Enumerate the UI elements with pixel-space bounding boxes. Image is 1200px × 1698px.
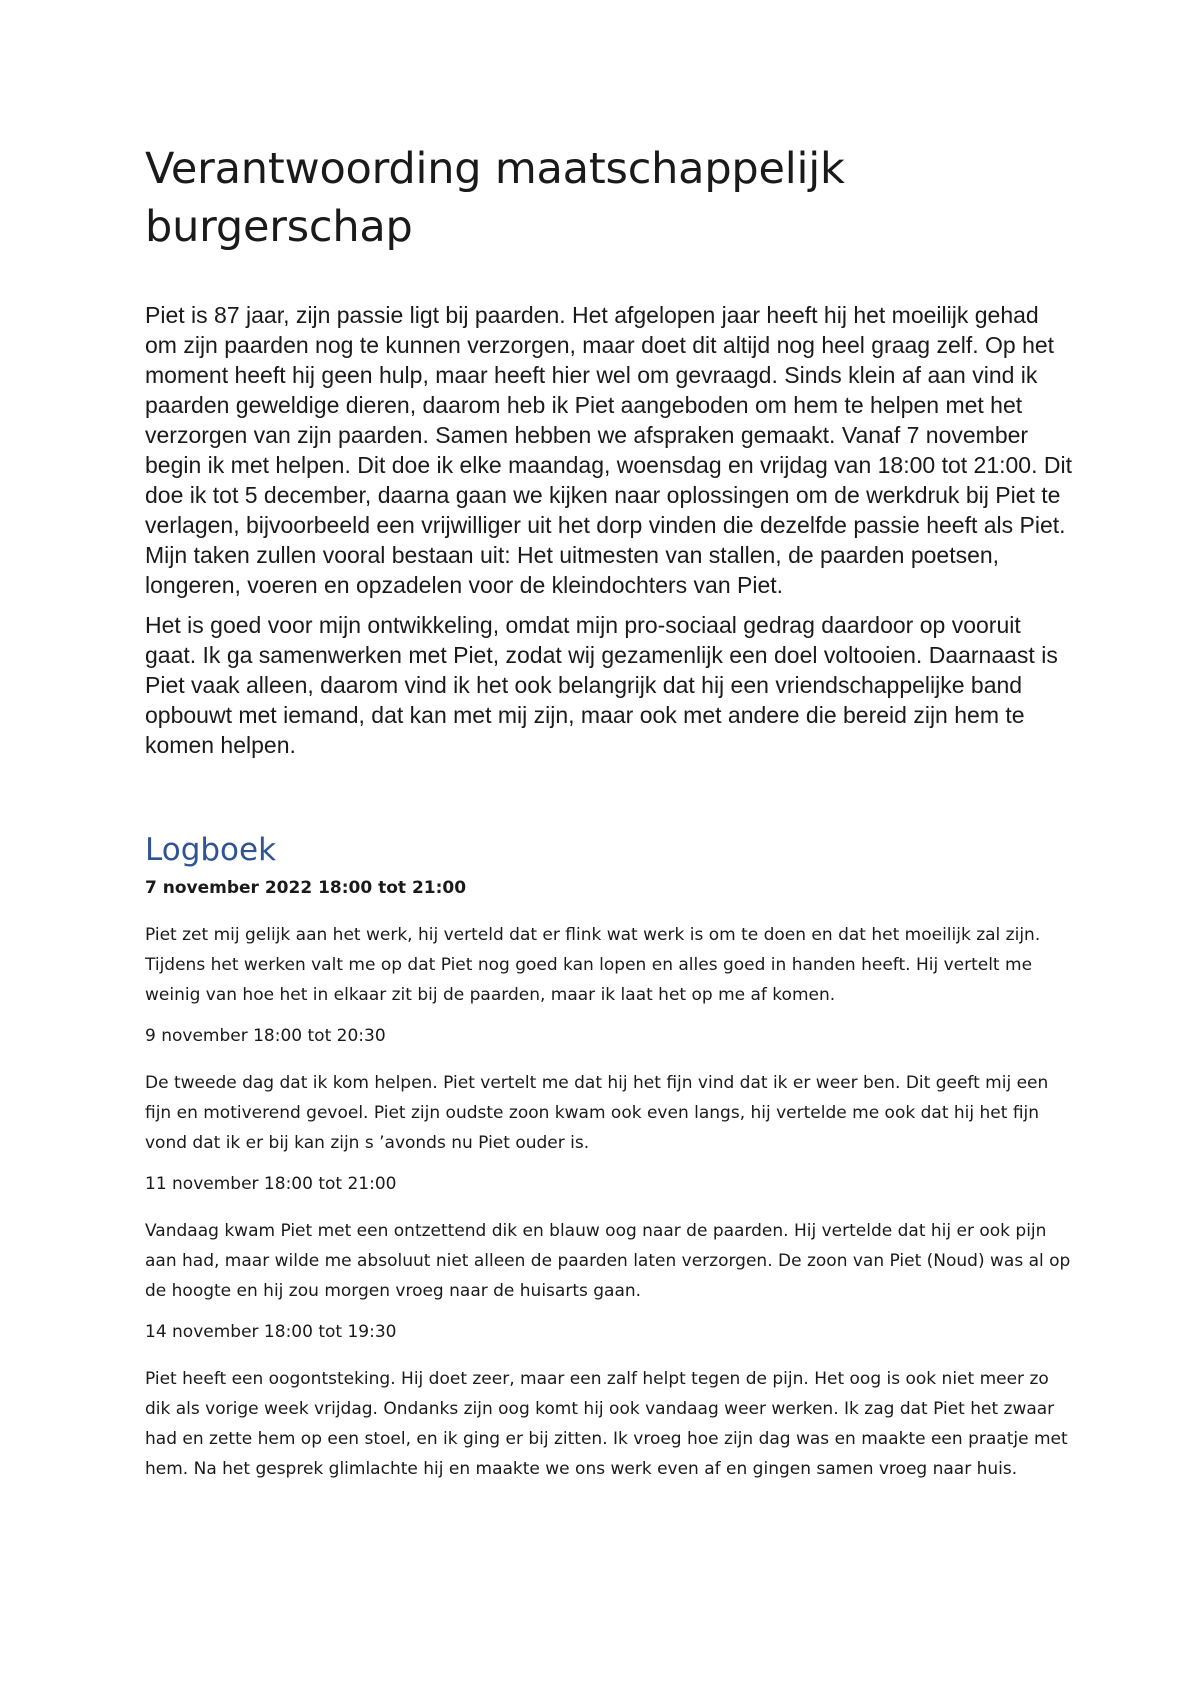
intro-paragraph: Het is goed voor mijn ontwikkeling, omdat mijn pro-sociaal gedrag daardoor op vooruit gaat. Ik ga samenwerken met Piet, zodat wij gezamenlijk een doel voltooien. Daarnaast is Piet vaak alleen, daarom vind ik het ook belangrijk dat hij een vriendschappelijke band opbouwt met iemand, dat kan met mij zijn, maar ook met andere die bereid zijn hem te komen helpen. [145, 612, 1058, 758]
logbook-heading: Logboek [145, 832, 277, 868]
log-entry-date: 11 november 18:00 tot 21:00 [145, 1174, 397, 1194]
log-entry-date: 7 november 2022 18:00 tot 21:00 [145, 878, 467, 898]
logbook-section [145, 830, 1075, 1484]
log-entry-text: Piet zet mij gelijk aan het werk, hij verteld dat er flink wat werk is om te doen en dat het moeilijk zal zijn. Tijdens het werken valt me op dat Piet nog goed kan lopen en alles goed in handen heeft. Hij vertelt me weinig van hoe het in elkaar zit bij de paarden, maar ik laat het op me af komen. [145, 925, 1041, 1005]
page-content [145, 140, 1075, 1498]
intro-section [145, 300, 1075, 760]
log-entry-date: 14 november 18:00 tot 19:30 [145, 1322, 397, 1342]
intro-paragraph: Piet is 87 jaar, zijn passie ligt bij paarden. Het afgelopen jaar heeft hij het moeilijk gehad om zijn paarden nog te kunnen verzorgen, maar doet dit altijd nog heel graag zelf. Op het moment heeft hij geen hulp, maar heeft hier wel om gevraagd. Sinds klein af aan vind ik paarden geweldige dieren, daarom heb ik Piet aangeboden om hem te helpen met het verzorgen van zijn paarden. Samen hebben we afspraken gemaakt. Vanaf 7 november begin ik met helpen. Dit doe ik elke maandag, woensdag en vrijdag van 18:00 tot 21:00. Dit doe ik tot 5 december, daarna gaan we kijken naar oplossingen om de werkdruk bij Piet te verlagen, bijvoorbeeld een vrijwilliger uit het dorp vinden die dezelfde passie heeft als Piet. Mijn taken zullen vooral bestaan uit: Het uitmesten van stallen, de paarden poetsen, longeren, voeren en opzadelen voor de kleindochters van Piet. [145, 302, 1072, 598]
document-title: Verantwoording maatschappelijk burgerschap [145, 144, 845, 252]
log-entry-text: De tweede dag dat ik kom helpen. Piet vertelt me dat hij het fijn vind dat ik er weer ben. Dit geeft mij een fijn en motiverend gevoel. Piet zijn oudste zoon kwam ook even langs, hij vertelde me ook dat hij het fijn vond dat ik er bij kan zijn s ’avonds nu Piet ouder is. [145, 1073, 1049, 1153]
log-entry-text: Vandaag kwam Piet met een ontzettend dik en blauw oog naar de paarden. Hij vertelde dat hij er ook pijn aan had, maar wilde me absoluut niet alleen de paarden laten verzorgen. De zoon van Piet (Noud) was al op de hoogte en hij zou morgen vroeg naar de huisarts gaan. [145, 1221, 1071, 1301]
log-entry-text: Piet heeft een oogontsteking. Hij doet zeer, maar een zalf helpt tegen de pijn. Het oog is ook niet meer zo dik als vorige week vrijdag. Ondanks zijn oog komt hij ook vandaag weer werken. Ik zag dat Piet het zwaar had en zette hem op een stoel, en ik ging er bij zitten. Ik vroeg hoe zijn dag was en maakte een praatje met hem. Na het gesprek glimlachte hij en maakte we ons werk even af en gingen samen vroeg naar huis. [145, 1369, 1068, 1479]
log-entry-date: 9 november 18:00 tot 20:30 [145, 1026, 386, 1046]
